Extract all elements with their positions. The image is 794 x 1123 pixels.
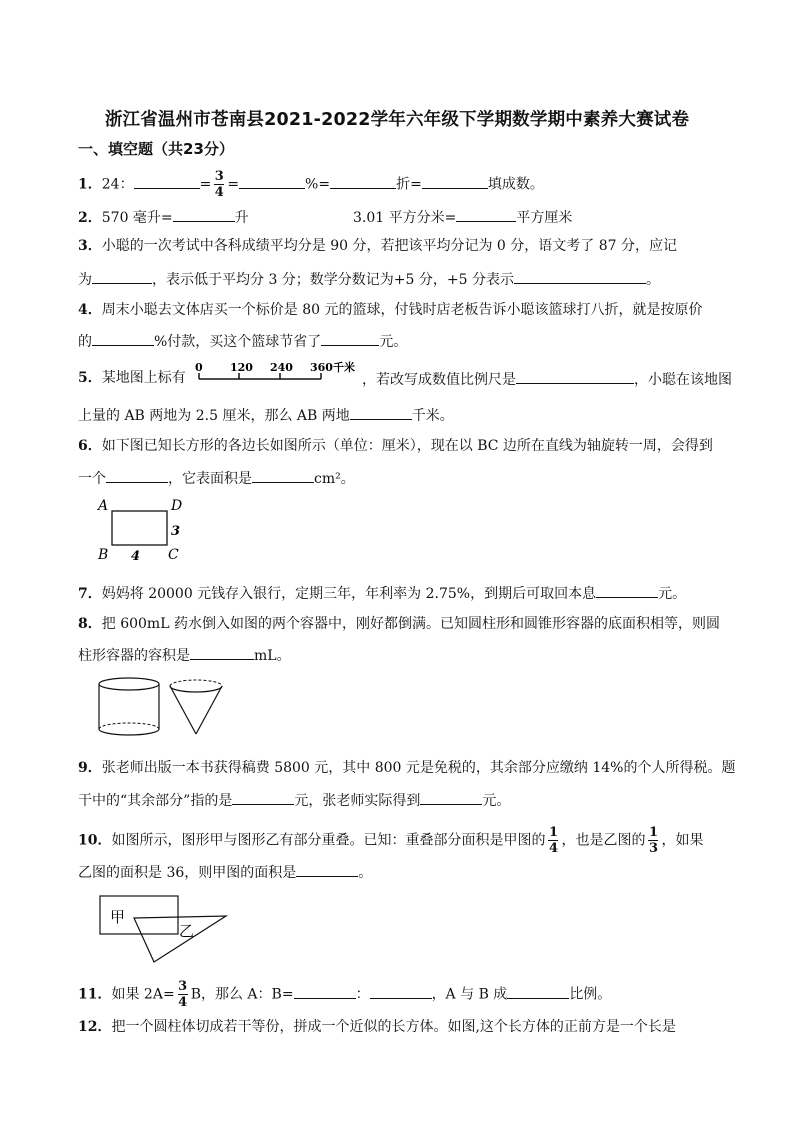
answer-blank[interactable] [422, 173, 488, 189]
question-8-line-2: 柱形容器的容积是 mL。 [78, 644, 291, 666]
fraction: $\frac{3}{4}$ [178, 979, 188, 1010]
answer-blank[interactable] [516, 368, 634, 384]
question-2-part-b: 3.01 平方分米= 平方厘米 [353, 206, 572, 228]
question-5: 5．某地图上标有 [78, 370, 186, 386]
scale-label: 120 [230, 361, 253, 374]
question-6: 6．如下图已知长方形的各边长如图所示（单位：厘米），现在以 BC 边所在直线为轴旋转一周，会得到 [78, 438, 713, 454]
exam-title: 浙江省温州市苍南县2021-2022学年六年级下学期数学期中素养大赛试卷 [104, 110, 690, 130]
svg-text:甲: 甲 [110, 908, 126, 926]
question-5-part-b: ，若改写成数值比例尺是 ，小聪在该地图 [362, 368, 732, 390]
question-11: 11．如果 2A= $\frac{3}{4}$ B，那么 A：B= ： ，A 与 B 成 比例。 [78, 979, 612, 1010]
answer-blank[interactable] [456, 206, 516, 222]
svg-text:D: D [171, 498, 183, 514]
svg-text:4: 4 [131, 549, 141, 564]
question-3: 3．小聪的一次考试中各科成绩平均分是 90 分，若把该平均分记为 0 分，语文考了 87 分，应记 [78, 238, 677, 254]
svg-text:乙: 乙 [179, 922, 195, 940]
question-4: 4．周末小聪去文体店买一个标价是 80 元的篮球，付钱时店老板告诉小聪该篮球打八折，就是按原价 [78, 302, 703, 318]
answer-blank[interactable] [173, 206, 235, 222]
question-1: 1．24： = $\frac{3}{4}$ = %= 折= 填成数。 [78, 169, 544, 200]
question-7: 7．妈妈将 20000 元钱存入银行，定期三年，年利率为 2.75%，到期后可取回本息 元。 [78, 582, 686, 604]
rectangle-abcd-figure [94, 494, 194, 566]
answer-blank[interactable] [370, 983, 432, 999]
svg-text:3: 3 [171, 524, 181, 539]
question-9: 9．张老师出版一本书获得稿费 5800 元，其中 800 元是免税的，其余部分应缴纳 14%的个人所得税。题 [78, 760, 736, 776]
question-2: 2．570 毫升= 升 [78, 206, 249, 228]
answer-blank[interactable] [596, 582, 658, 598]
answer-blank[interactable] [420, 789, 482, 805]
cylinder-top [99, 678, 159, 690]
answer-blank[interactable] [106, 467, 168, 483]
svg-text:B: B [98, 547, 109, 563]
question-12: 12．把一个圆柱体切成若干等份，拼成一个近似的长方体。如图,这个长方体的正前方是一个长是 [78, 1019, 676, 1035]
answer-blank[interactable] [190, 644, 254, 660]
answer-blank[interactable] [294, 983, 356, 999]
svg-text:C: C [168, 547, 179, 563]
answer-blank[interactable] [134, 173, 200, 189]
overlapping-shapes-figure [96, 892, 230, 964]
question-8: 8．把 600mL 药水倒入如图的两个容器中，刚好都倒满。已知圆柱形和圆锥形容器的底面积相等，则圆 [78, 616, 720, 632]
fraction: $\frac{3}{4}$ [214, 169, 224, 200]
answer-blank[interactable] [350, 404, 412, 420]
answer-blank[interactable] [321, 330, 379, 346]
scale-label: 0 [195, 361, 203, 374]
fraction: $\frac{1}{3}$ [648, 825, 658, 856]
svg-text:A: A [98, 498, 109, 514]
answer-blank[interactable] [232, 789, 294, 805]
question-10: 10．如图所示，图形甲与图形乙有部分重叠。已知：重叠部分面积是甲图的 $\frac{1}{4}$ ，也是乙图的 $\frac{1}{3}$ ，如果 [78, 825, 704, 856]
answer-blank[interactable] [330, 173, 396, 189]
answer-blank[interactable] [507, 983, 569, 999]
fraction: $\frac{1}{4}$ [548, 825, 558, 856]
question-number: 1． [78, 176, 102, 193]
answer-blank[interactable] [92, 330, 154, 346]
question-5-line-2: 上量的 AB 两地为 2.5 厘米，那么 AB 两地 千米。 [78, 404, 454, 426]
answer-blank[interactable] [239, 173, 305, 189]
question-3-line-2: 为 ，表示低于平均分 3 分；数学分数记为+5 分，+5 分表示 。 [78, 268, 660, 290]
cylinder-and-cone-figure [92, 674, 232, 740]
scale-label: 360千米 [310, 361, 355, 374]
section-heading: 一、填空题（共23分） [78, 140, 234, 158]
answer-blank[interactable] [92, 268, 152, 284]
line-scale-figure [190, 360, 362, 390]
question-4-line-2: 的 %付款，买这个篮球节省了 元。 [78, 330, 407, 352]
scale-label: 240 [270, 361, 293, 374]
question-10-line-2: 乙图的面积是 36，则甲图的面积是 。 [78, 861, 372, 883]
question-9-line-2: 干中的“其余部分”指的是 元，张老师实际得到 元。 [78, 789, 510, 811]
answer-blank[interactable] [514, 268, 646, 284]
answer-blank[interactable] [296, 861, 358, 877]
question-6-line-2: 一个 ，它表面积是 cm²。 [78, 467, 355, 489]
answer-blank[interactable] [252, 467, 314, 483]
